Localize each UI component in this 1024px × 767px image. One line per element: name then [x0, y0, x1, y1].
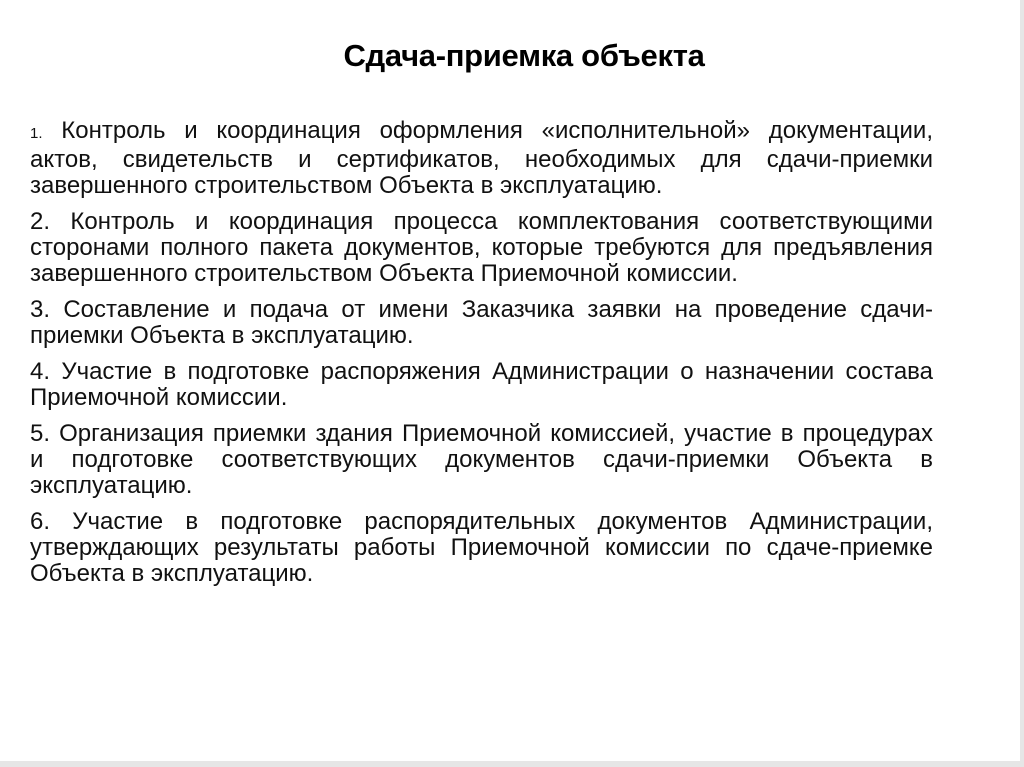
item-number: 4. — [30, 358, 51, 385]
list-item — [30, 297, 933, 349]
slide-title: Сдача-приемка объекта — [343, 38, 705, 73]
item-text: Составление и подача от имени Заказчика заявки на проведение сдачи-приемки Объекта в эксплуатацию. — [30, 296, 933, 349]
item-text: Контроль и координация процесса комплектования соответствующими сторонами полного пакета документов, которые требуются для предъявления завершенного строительством Объекта Приемочной комиссии. — [30, 208, 934, 287]
item-number: 2. — [30, 208, 51, 235]
item-text: Участие в подготовке распоряжения Администрации о назначении состава Приемочной комиссии. — [30, 358, 934, 411]
item-number: 5. — [30, 420, 51, 447]
list-item — [30, 421, 933, 499]
item-text: Участие в подготовке распорядительных документов Администрации, утверждающих результаты работы Приемочной комиссии по сдаче-приемке Объекта в эксплуатацию. — [30, 508, 934, 587]
list-item — [30, 209, 933, 287]
list-item — [30, 509, 933, 587]
item-number: 1. — [30, 125, 43, 142]
item-number: 6. — [30, 508, 51, 535]
item-text: Контроль и координация оформления «исполнительной» документации, актов, свидетельств и сертификатов, необходимых для сдачи-приемки завершенного строительством Объекта в эксплуатацию. — [30, 117, 933, 199]
list-item — [30, 359, 933, 411]
item-list — [30, 118, 933, 597]
list-item — [30, 118, 933, 199]
item-text: Организация приемки здания Приемочной комиссией, участие в процедурах и подготовке соответствующих документов сдачи-приемки Объекта в эксплуатацию. — [30, 420, 933, 499]
item-number: 3. — [30, 296, 51, 323]
